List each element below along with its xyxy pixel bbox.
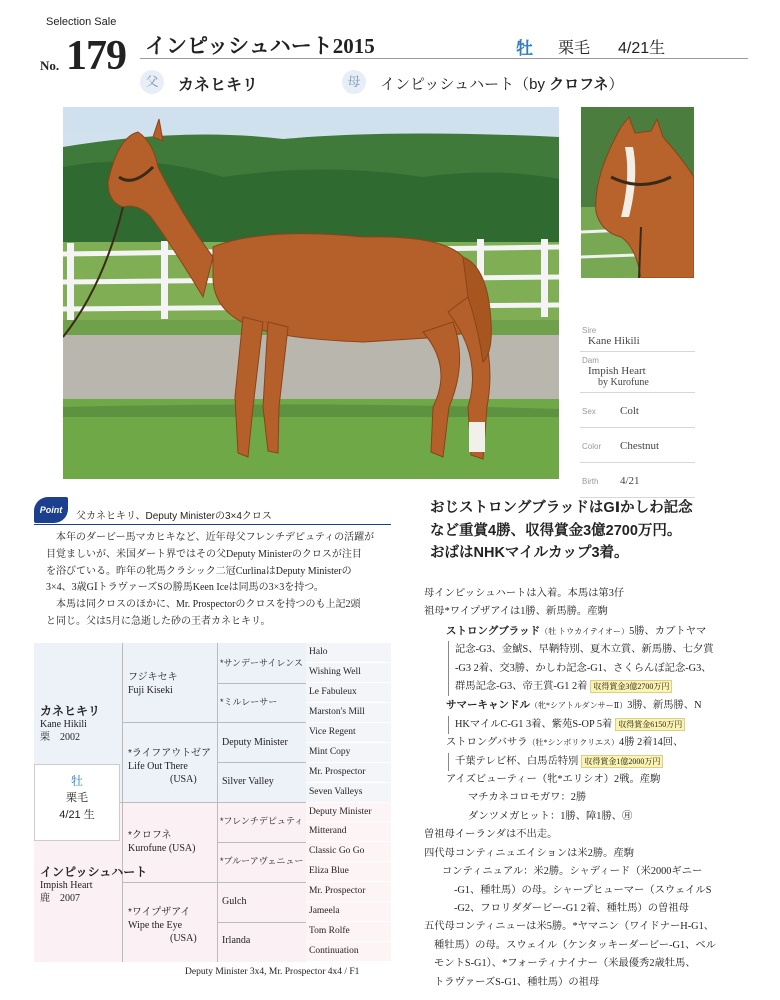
headline: おじストロングブラッドはGⅠかしわ記念 など重賞4勝、収得賞金3億2700万円。 おばはNHKマイルカップ3着。 (430, 500, 693, 561)
dam-marker: 母 (342, 70, 366, 94)
point-badge: Point (34, 497, 68, 523)
pedigree-g3-2: *ミルレーサー (220, 697, 278, 707)
pedigree-g4-cell: Continuation (306, 942, 391, 962)
dam-name: インピッシュハート（by クロフネ） (380, 76, 624, 93)
pedigree-g4-cell: Le Fabuleux (306, 683, 391, 703)
sire-name: カネヒキリ (178, 77, 259, 94)
pedigree-subject-box: 牡 栗毛 4/21 生 (34, 764, 120, 841)
point-divider (34, 524, 391, 525)
pedigree-g4-cell: Deputy Minister (306, 803, 391, 823)
info-dam: Dam Impish Heart by Kurofune (580, 352, 695, 393)
info-color: Color Chestnut (580, 428, 695, 463)
point-body: 本年のダービー馬マカヒキなど、近年母父フレンチデピュティの活躍が 目覚ましいが、米国ダート界ではその父Deputy Ministerのクロスが注目 を浴びている。昨年の牝馬クラシック二冠CurlinaはDeputy Ministerの 3×4、3歳GⅠトラヴァーズSの勝馬Keen Iceは同馬の3×3を持つ。 本馬は同クロスのほかに、Mr. Prospectorのクロスを持つのも上記2頭 と同じ。父は5月に急逝した砂の王者カネヒキリ。 (46, 532, 375, 627)
family-record: 母インピッシュハートは入着。本馬は第3仔 祖母*ワイプザアイは1勝、新馬勝。産駒 ストロングブラッド（牡 トウカイテイオー）5勝、カブトヤマ 記念-G3、金鯱S、早鞆特別、夏木立賞、新馬勝、七夕賞 -G3 2着、交3勝、かしわ記念-G1、さくらんぼ記念-G3、 群馬記念-G3、帝王賞-G1 2着 収得賞金3億2700万円 サマーキャンドル（牝*シアトルダンサーⅡ）3勝、新馬勝、N HKマイルC-G1 3着、紫苑S-OP 5着 収得賞金6150万円 ストロングバサラ（牡*シンボリクリエス）4勝 2着14回、 千葉テレビ杯、白馬岳特別 収得賞金1億2000万円 アイズビューティー（牝*エリシオ）2戦。産駒 マチカネコロモガワ：2勝 ダンツメガヒット：1勝、障1勝、㊊ 曽祖母イーランダは不出走。 四代母コンティニュエイションは米2勝。産駒 コンティニュアル：米2勝。シャディード（米2000ギニー -G1、種牡馬）の母。シャープヒューマー（スウェイルS -G2、フロリダダービー-G1 2着、種牡馬）の曽祖母 五代母コンティニューは米5勝。*ヤマニン（ワイドナーH-G1、 種牡馬）の母。スウェイル（ケンタッキーダービー-G1、ベル モントS-G1）、*フォーティナイナー（米最優秀2歳牡馬、 トラヴァーズS-G1、種牡馬）の祖母 (424, 585, 764, 992)
pedigree-g3-8: Irlanda (222, 935, 251, 946)
pedigree-g4-cell: Mr. Prospector (306, 882, 391, 902)
horse-photo (63, 107, 559, 479)
selection-sale-label: Selection Sale (46, 16, 117, 28)
sire-marker: 父 (140, 70, 164, 94)
pedigree-ss: フジキセキ Fuji Kiseki (128, 672, 178, 696)
pedigree-g3-1: *サンデーサイレンス (220, 658, 303, 668)
info-sex: Sex Colt (580, 393, 695, 428)
pedigree-g3-3: Deputy Minister (222, 737, 288, 748)
pedigree-g4-cell: Mitterand (306, 822, 391, 842)
pedigree-g4-cell: Seven Valleys (306, 783, 391, 803)
pedigree-g4-cell: Marston's Mill (306, 703, 391, 723)
pedigree-g3-7: Gulch (222, 896, 247, 907)
pedigree-inbreeding-note: Deputy Minister 3x4, Mr. Prospector 4x4 / F1 (185, 967, 360, 977)
prize-badge: 収得賞金3億2700万円 (590, 680, 672, 693)
info-birth: Birth 4/21 (580, 463, 695, 498)
pedigree-dam: インピッシュハート Impish Heart 鹿 2007 (40, 865, 148, 904)
pedigree-g3-6: *ブルーアヴェニュー (220, 856, 304, 866)
pedigree-g3-4: Silver Valley (222, 776, 274, 787)
title-divider (140, 58, 748, 59)
pedigree-g4-cell: Jameela (306, 902, 391, 922)
horse-info-panel (580, 322, 695, 498)
pedigree-g4-cell: Tom Rolfe (306, 922, 391, 942)
pedigree-g3-5: *フレンチデピュティ (220, 816, 304, 826)
pedigree-g4-cell: Halo (306, 643, 391, 663)
pedigree-sd: *ライフアウトゼア Life Out There (USA) (128, 748, 211, 785)
pedigree-g4-cell: Mint Copy (306, 743, 391, 763)
pedigree-gen4 (306, 643, 391, 962)
pedigree-ds: *クロフネ Kurofune (USA) (128, 830, 196, 854)
pedigree-sire: カネヒキリ Kane Hikili 栗 2002 (40, 704, 101, 743)
prize-badge: 収得賞金6150万円 (615, 718, 685, 731)
pedigree-g4-cell: Mr. Prospector (306, 763, 391, 783)
birth-date: 4/21生 (618, 40, 666, 57)
pedigree-g4-cell: Eliza Blue (306, 862, 391, 882)
coat-color: 栗毛 (558, 40, 591, 57)
pedigree-g4-cell: Wishing Well (306, 663, 391, 683)
pedigree-table (34, 643, 391, 962)
horse-head-photo (581, 107, 694, 278)
pedigree-dd: *ワイプザアイ Wipe the Eye (USA) (128, 907, 197, 944)
point-heading: 父カネヒキリ、Deputy Ministerの3×4クロス (76, 511, 272, 522)
lot-no-label: No. (40, 58, 60, 73)
pedigree-g4-cell: Vice Regent (306, 723, 391, 743)
lot-number: 179 (66, 33, 126, 79)
pedigree-g4-cell: Classic Go Go (306, 842, 391, 862)
info-sire: Sire Kane Hikili (580, 322, 695, 352)
sex-mark: 牡 (516, 39, 533, 58)
prize-badge: 収得賞金1億2000万円 (581, 755, 663, 768)
horse-name: インピッシュハート2015 (145, 34, 375, 58)
